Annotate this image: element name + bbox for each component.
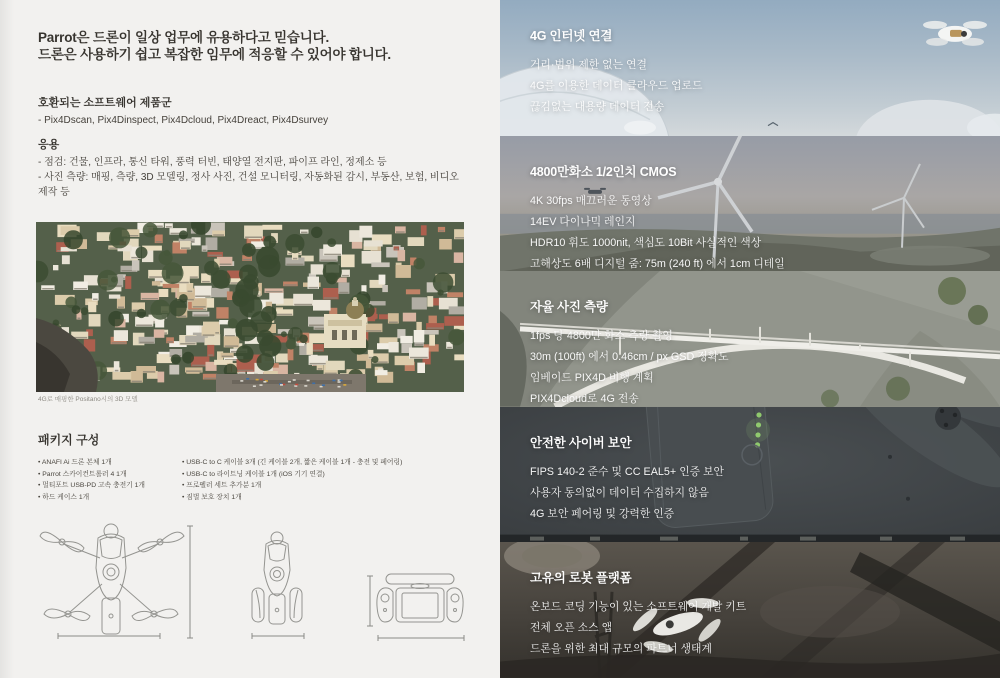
feature-line: 전체 오픈 소스 앱 xyxy=(530,622,613,635)
package-item: • Parrot 스카이컨트롤러 4 1개 xyxy=(38,470,127,478)
intro-line-1: Parrot은 드론이 일상 업무에 유용하다고 믿습니다. xyxy=(38,30,330,45)
feature-line: 4G 보안 페어링 및 강력한 인증 xyxy=(530,507,675,520)
feature-line: 14EV 다이나믹 레인지 xyxy=(530,215,636,228)
feature-heading: 고유의 로봇 플랫폼 xyxy=(530,571,632,586)
drone-unfolded-illustration xyxy=(36,520,192,644)
feature-heading: 4G 인터넷 연결 xyxy=(530,29,613,43)
feature-line: 1fps 당 4800만 화소 측량 촬영 xyxy=(530,330,673,343)
feature-line: 30m (100ft) 에서 0.46cm / px GSD 정확도 xyxy=(530,351,729,364)
applications-line: - 사진 측량: 매핑, 측량, 3D 모델링, 정사 사진, 건설 모니터링, 자동화된 감시, 부동산, 보험, 비디오 제작 등 xyxy=(38,172,459,198)
applications-heading: 응용 xyxy=(38,139,60,151)
dimension-line-vertical-2 xyxy=(366,574,374,628)
feature-line: 고해상도 6배 디지털 줌: 75m (240 ft) 에서 1cm 디테일 xyxy=(530,257,785,270)
feature-line: 4G를 이용한 데이터 클라우드 업로드 xyxy=(530,80,703,92)
feature-line: 4K 30fps 매끄러운 동영상 xyxy=(530,194,652,207)
feature-heading: 4800만화소 1/2인치 CMOS xyxy=(530,164,677,179)
package-heading: 패키지 구성 xyxy=(38,433,100,447)
feature-section-4g xyxy=(500,0,1000,136)
positano-3d-model-photo xyxy=(36,222,464,392)
feature-section-photogrammetry xyxy=(500,271,1000,407)
feature-line: PIX4Dcloud로 4G 전송 xyxy=(530,393,639,406)
feature-section-robotics xyxy=(500,542,1000,678)
package-item: • 하드 케이스 1개 xyxy=(38,493,90,501)
package-item: • USB-C to 라이트닝 케이블 1개 (iOS 기기 연결) xyxy=(182,470,325,478)
feature-line: 사용자 동의없이 데이터 수집하지 않음 xyxy=(530,486,709,499)
software-list: - Pix4Dscan, Pix4Dinspect, Pix4Dcloud, Pix4Dreact, Pix4Dsurvey xyxy=(38,115,329,126)
package-item: • 프로펠러 세트 추가분 1개 xyxy=(182,482,262,489)
dimension-line-vertical-1 xyxy=(186,524,194,640)
applications-line: - 점검: 건물, 인프라, 통신 타워, 풍력 터빈, 태양열 전지판, 파이프 라인, 정제소 등 xyxy=(38,157,387,168)
feature-heading: 자율 사진 측량 xyxy=(530,300,608,315)
feature-line: 드론을 위한 최대 규모의 파트너 생태계 xyxy=(530,643,712,656)
package-column-1 xyxy=(38,457,178,503)
feature-section-cybersecurity xyxy=(500,407,1000,543)
feature-line: 거리·범위 제한 없는 연결 xyxy=(530,59,647,71)
drone-folded-illustration xyxy=(244,530,310,630)
dimension-line-horizontal-2 xyxy=(250,632,306,640)
applications-section xyxy=(38,136,466,200)
positano-mosaic-graphic xyxy=(36,222,464,392)
software-heading: 호환되는 소프트웨어 제품군 xyxy=(38,97,172,109)
photo-caption: 4G로 매핑한 Positano시의 3D 모델 xyxy=(38,396,138,403)
package-item: • USB-C to C 케이블 3개 (긴 케이블 2개, 짧은 케이블 1개 - 충전 및 페어링) xyxy=(182,459,403,466)
feature-line: FIPS 140-2 준수 및 CC EAL5+ 인증 보안 xyxy=(530,465,724,478)
feature-section-cmos xyxy=(500,136,1000,272)
intro-line-2: 드론은 사용하기 쉽고 복잡한 임무에 적응할 수 있어야 합니다. xyxy=(38,47,391,62)
controller-illustration xyxy=(374,572,466,630)
package-column-2 xyxy=(182,457,412,503)
software-section xyxy=(38,94,466,128)
intro-statement xyxy=(38,29,466,63)
package-item: • ANAFI Ai 드론 본체 1개 xyxy=(38,459,112,466)
feature-heading: 안전한 사이버 보안 xyxy=(530,435,632,450)
dimension-line-horizontal-3 xyxy=(376,634,466,642)
feature-line: HDR10 휘도 1000nit, 색심도 10Bit 사실적인 색상 xyxy=(530,236,762,249)
dimension-line-horizontal-1 xyxy=(56,632,162,640)
feature-line: 끊김없는 대용량 데이터 전송 xyxy=(530,101,665,113)
right-photo-panel xyxy=(500,0,1000,678)
package-item: • 멀티포트 USB-PD 고속 충전기 1개 xyxy=(38,482,145,489)
feature-line: 임베이드 PIX4D 비행 계획 xyxy=(530,372,654,385)
feature-line: 온보드 코딩 기능이 있는 소프트웨어 개발 키트 xyxy=(530,601,747,614)
package-item: • 짐벌 보호 장치 1개 xyxy=(182,493,242,501)
